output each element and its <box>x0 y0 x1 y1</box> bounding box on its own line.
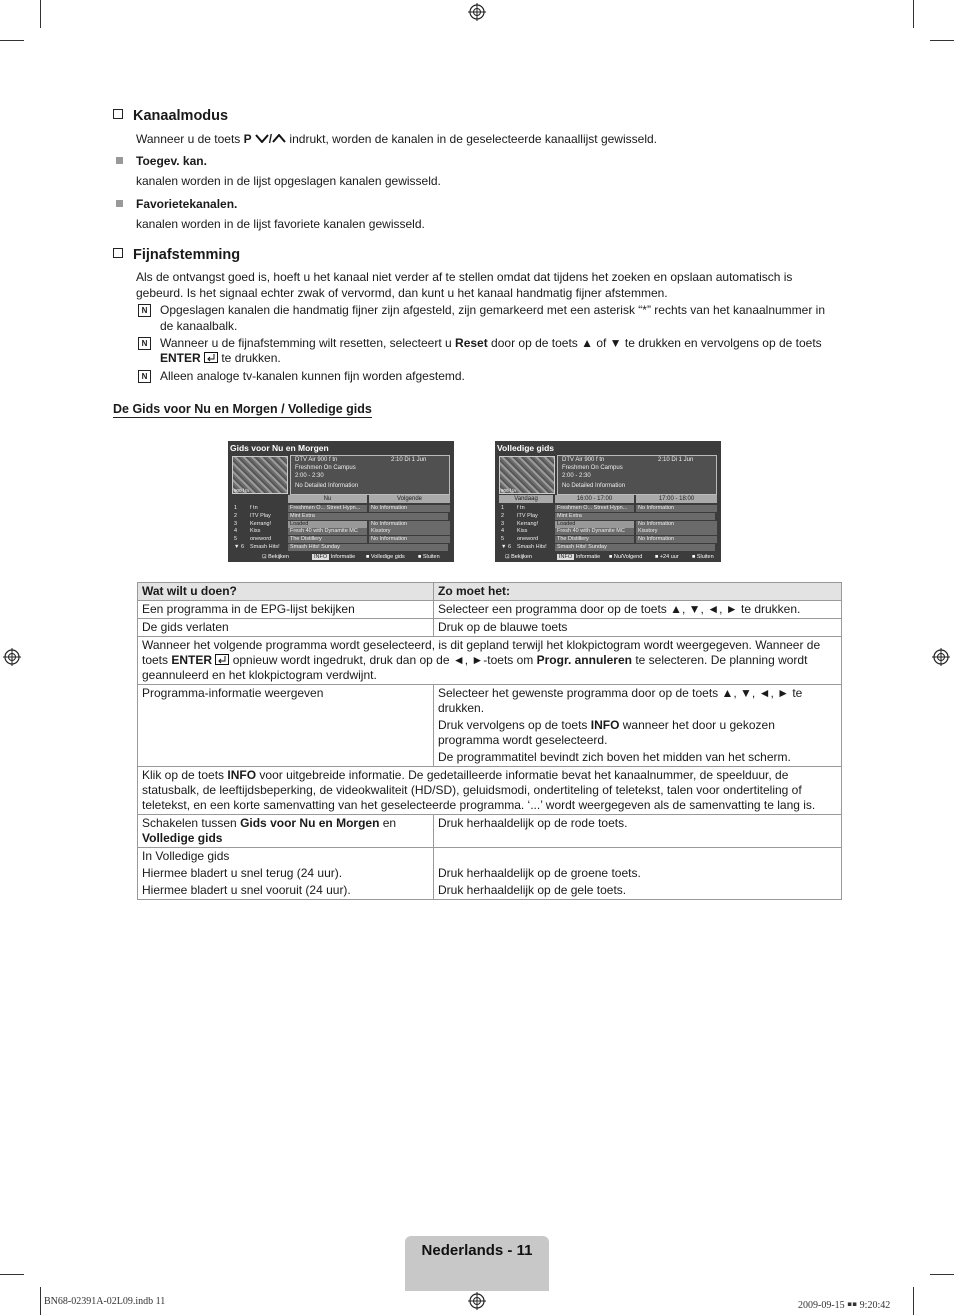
table-row <box>138 815 842 848</box>
table-cell: Selecteer een programma door op de toets ▲, ▼, ◄, ► te drukken. <box>434 601 842 619</box>
page-number-tab <box>405 1236 549 1291</box>
program-cell[interactable]: No Information <box>636 521 717 528</box>
guide-row[interactable] <box>495 544 721 552</box>
bullet-square-icon <box>116 200 123 207</box>
checkbox-square-icon <box>113 109 123 119</box>
guide-row[interactable] <box>495 521 721 529</box>
note-icon: N <box>138 370 151 383</box>
channel-name: Smash Hits! <box>517 544 547 550</box>
guide-row[interactable] <box>495 505 721 513</box>
channel-number: 1 <box>234 505 238 511</box>
program-cell[interactable]: Smash Hits! Sunday <box>555 544 715 551</box>
table-cell: Druk herhaaldelijk op de groene toets. Druk herhaaldelijk op de gele toets. <box>434 848 842 900</box>
gids-heading: De Gids voor Nu en Morgen / Volledige gids <box>113 402 372 416</box>
footer-nu-volgend[interactable]: ■ Nu/Volgend <box>609 554 643 560</box>
program-info-box: DTV Air 900 f tn 2:10 Di 1 Jun Freshmen On Campus 2:00 - 2:30 No Detailed Information <box>290 455 450 495</box>
enter-key-icon <box>204 352 218 363</box>
program-cell[interactable]: No Information <box>369 536 450 543</box>
kanaalmodus-intro: Wanneer u de toets P / indrukt, worden de kanalen in de geselecteerde kanaallijst gewisseld. <box>136 132 657 146</box>
table-row <box>138 685 842 767</box>
channel-number: 2 <box>501 512 505 519</box>
footer-24-uur[interactable]: ■ +24 uur <box>655 554 679 560</box>
channel-number: 3 <box>501 520 505 527</box>
program-cell[interactable]: The Distillery <box>288 536 367 543</box>
channel-name: f tn <box>517 505 525 511</box>
chevron-down-icon <box>255 134 269 143</box>
channel-name: Kiss <box>517 528 528 535</box>
channel-name: ITV Play <box>250 512 271 519</box>
channel-number: ▼ 6 <box>501 544 512 550</box>
guide-row[interactable] <box>495 528 721 536</box>
crop-mark <box>930 1274 954 1275</box>
note-2b: ENTER te drukken. <box>160 351 281 365</box>
column-header-nu: Nu <box>288 495 367 503</box>
program-cell[interactable]: Kisstory <box>369 528 450 535</box>
video-thumbnail: 900 f tn <box>499 456 555 494</box>
table-cell: Druk herhaaldelijk op de rode toets. <box>434 815 842 848</box>
column-header-vandaag: Vandaag <box>499 495 553 503</box>
table-cell: Schakelen tussen Gids voor Nu en Morgen en Volledige gids <box>138 815 434 848</box>
program-cell[interactable]: No Information <box>369 505 450 512</box>
note-2a: Wanneer u de fijnafstemming wilt resetten, selecteert u Reset door op de toets ▲ of ▼ te drukken en vervolgens op de toets <box>160 336 822 350</box>
registration-mark-icon <box>468 1292 486 1310</box>
program-cell[interactable]: Fresh 40 with Dynamite MC <box>555 528 634 535</box>
registration-mark-icon <box>3 648 21 666</box>
program-cell[interactable]: Mint Extra <box>288 513 448 520</box>
channel-number: 5 <box>234 536 238 543</box>
guide-row[interactable] <box>228 528 454 536</box>
table-cell: De gids verlaten <box>138 619 434 637</box>
fijn-para-2: gebeurd. Is het signaal echter zwak of vervormd, dan kunt u het kanaal handmatig fijner afstemmen. <box>136 286 668 300</box>
crop-mark <box>40 0 41 28</box>
note-icon: N <box>138 304 151 317</box>
table-cell: Wanneer het volgende programma wordt geselecteerd, is dit gepland terwijl het klokpictogram wordt weergegeven. Wanneer de toets ENTER opnieuw wordt ingedrukt, druk dan op de ◄, ►-toets om Progr. annuleren te selecteren. De planning wordt geannuleerd en het klokpictogram verdwijnt. <box>138 637 842 685</box>
channel-number: 4 <box>234 528 238 535</box>
crop-mark <box>913 1287 914 1315</box>
footer-informatie[interactable]: INFO Informatie <box>559 554 601 560</box>
table-row <box>138 637 842 685</box>
registration-mark-icon <box>468 3 486 21</box>
guide-row[interactable] <box>228 536 454 544</box>
checkbox-square-icon <box>113 248 123 258</box>
program-cell[interactable]: Fresh 40 with Dynamite MC <box>288 528 367 535</box>
registration-mark-icon <box>932 648 950 666</box>
footer-bekijken[interactable]: ⊡ Bekijken <box>505 554 532 560</box>
channel-name: oneword <box>517 536 539 543</box>
channel-name: ITV Play <box>517 512 538 519</box>
table-row <box>138 767 842 815</box>
channel-number: 4 <box>501 528 505 535</box>
guide-row[interactable] <box>228 505 454 513</box>
channel-name: Kiss <box>250 528 261 535</box>
crop-mark <box>0 1274 24 1275</box>
channel-number: 1 <box>501 505 505 511</box>
program-cell[interactable]: The Distillery <box>555 536 634 543</box>
table-cell: Programma-informatie weergeven <box>138 685 434 767</box>
footer-file-label: BN68-02391A-02L09.indb 11 <box>44 1296 166 1307</box>
footer-timestamp: 2009-09-15 ￭￭ 9:20:42 <box>798 1300 891 1311</box>
table-row <box>138 601 842 619</box>
table-header-row <box>138 583 842 601</box>
footer-informatie[interactable]: INFO Informatie <box>314 554 356 560</box>
video-thumbnail: 900 f tn <box>232 456 288 494</box>
table-row <box>138 619 842 637</box>
option-label-favoriet: Favorietekanalen. <box>136 197 238 211</box>
program-cell[interactable]: Kisstory <box>636 528 717 535</box>
crop-mark <box>40 1287 41 1315</box>
channel-number: ▼ 6 <box>234 544 245 550</box>
channel-name: Kerrang! <box>250 520 272 527</box>
table-cell: In Volledige gids Hiermee bladert u snel terug (24 uur). Hiermee bladert u snel vooruit (24 uur). <box>138 848 434 900</box>
program-cell[interactable]: Smash Hits! Sunday <box>288 544 448 551</box>
column-header-volgende: Volgende <box>369 495 450 503</box>
enter-key-icon <box>215 654 229 665</box>
channel-name: f tn <box>250 505 258 511</box>
table-cell: Klik op de toets INFO voor uitgebreide informatie. De gedetailleerde informatie bevat het kanaalnummer, de speelduur, de statusbalk, de leeftijdsbeperking, de videokwaliteit (HD/SD), geluidsmodi, ondertiteling of teletekst, talen voor ondertiteling of teletekst, en een korte samenvatting van het geselecteerde programma. ‘...’ wordt weergegeven als de samenvatting te lang is. <box>138 767 842 815</box>
program-cell[interactable]: No Information <box>636 505 717 512</box>
guide-row[interactable] <box>228 513 454 521</box>
screen-title: Volledige gids <box>497 443 554 453</box>
program-cell[interactable]: Freshmen O... Street Hypn... <box>288 505 367 512</box>
footer-volledige-gids[interactable]: ■ Volledige gids <box>366 554 405 560</box>
chevron-up-icon <box>272 134 286 143</box>
channel-number: 3 <box>234 520 238 527</box>
table-header-cell: Zo moet het: <box>434 583 842 601</box>
option-label-toegev: Toegev. kan. <box>136 154 207 168</box>
channel-name: Kerrang! <box>517 520 539 527</box>
column-header-slot-a: 16:00 - 17:00 <box>555 495 634 503</box>
footer-sluiten[interactable]: ■ Sluiten <box>418 554 440 560</box>
note-icon: N <box>138 337 151 350</box>
option-text-favoriet: kanalen worden in de lijst favoriete kanalen gewisseld. <box>136 217 425 231</box>
note-1b: de kanaalbalk. <box>160 319 238 333</box>
table-cell: Selecteer het gewenste programma door op de toets ▲, ▼, ◄, ► te drukken. Druk vervolgens op de toets INFO wanneer het door u gekozen programma wordt geselecteerd. De programmatitel bevindt zich boven het midden van het scherm. <box>434 685 842 767</box>
crop-mark <box>930 40 954 41</box>
option-text-toegev: kanalen worden in de lijst opgeslagen kanalen gewisseld. <box>136 174 441 188</box>
screen-volledige-gids <box>495 441 721 562</box>
program-cell[interactable]: Freshmen O... Street Hypn... <box>555 505 634 512</box>
note-3: Alleen analoge tv-kanalen kunnen fijn worden afgestemd. <box>160 369 465 383</box>
guide-row[interactable] <box>495 536 721 544</box>
column-header-slot-b: 17:00 - 18:00 <box>636 495 717 503</box>
screen-gids-nu-morgen <box>228 441 454 562</box>
bullet-square-icon <box>116 157 123 164</box>
program-cell[interactable]: No Information <box>369 521 450 528</box>
program-cell[interactable]: Loaded <box>288 521 367 528</box>
table-cell: Druk op de blauwe toets <box>434 619 842 637</box>
program-cell[interactable]: Mint Extra <box>555 513 715 520</box>
channel-name: oneword <box>250 536 272 543</box>
crop-mark <box>0 40 24 41</box>
table-cell: Een programma in de EPG-lijst bekijken <box>138 601 434 619</box>
note-1a: Opgeslagen kanalen die handmatig fijner zijn afgesteld, zijn gemarkeerd met een asterisk “*” rechts van het kanaalnummer in <box>160 303 826 317</box>
epg-instructions-table <box>137 582 842 900</box>
section-heading-kanaalmodus: Kanaalmodus <box>113 108 228 124</box>
page-number-label: Nederlands - 11 <box>421 1242 533 1259</box>
table-row <box>138 848 842 900</box>
guide-row[interactable] <box>228 544 454 552</box>
program-info-box: DTV Air 900 f tn 2:10 Di 1 Jun Freshmen On Campus 2:00 - 2:30 No Detailed Information <box>557 455 717 495</box>
channel-number: 2 <box>234 512 238 519</box>
footer-sluiten[interactable]: ■ Sluiten <box>692 554 714 560</box>
crop-mark <box>913 0 914 28</box>
channel-name: Smash Hits! <box>250 544 280 550</box>
fijn-para-1: Als de ontvangst goed is, hoeft u het kanaal niet verder af te stellen omdat dat tijdens het zoeken en opslaan automatisch is <box>136 270 793 284</box>
guide-row[interactable] <box>228 521 454 529</box>
table-header-cell: Wat wilt u doen? <box>138 583 434 601</box>
program-cell[interactable]: No Information <box>636 536 717 543</box>
guide-row[interactable] <box>495 513 721 521</box>
footer-bekijken[interactable]: ⊡ Bekijken <box>262 554 289 560</box>
section-heading-fijnafstemming: Fijnafstemming <box>113 247 240 263</box>
program-cell[interactable]: Loaded <box>555 521 634 528</box>
screen-title: Gids voor Nu en Morgen <box>230 443 329 453</box>
channel-number: 5 <box>501 536 505 543</box>
